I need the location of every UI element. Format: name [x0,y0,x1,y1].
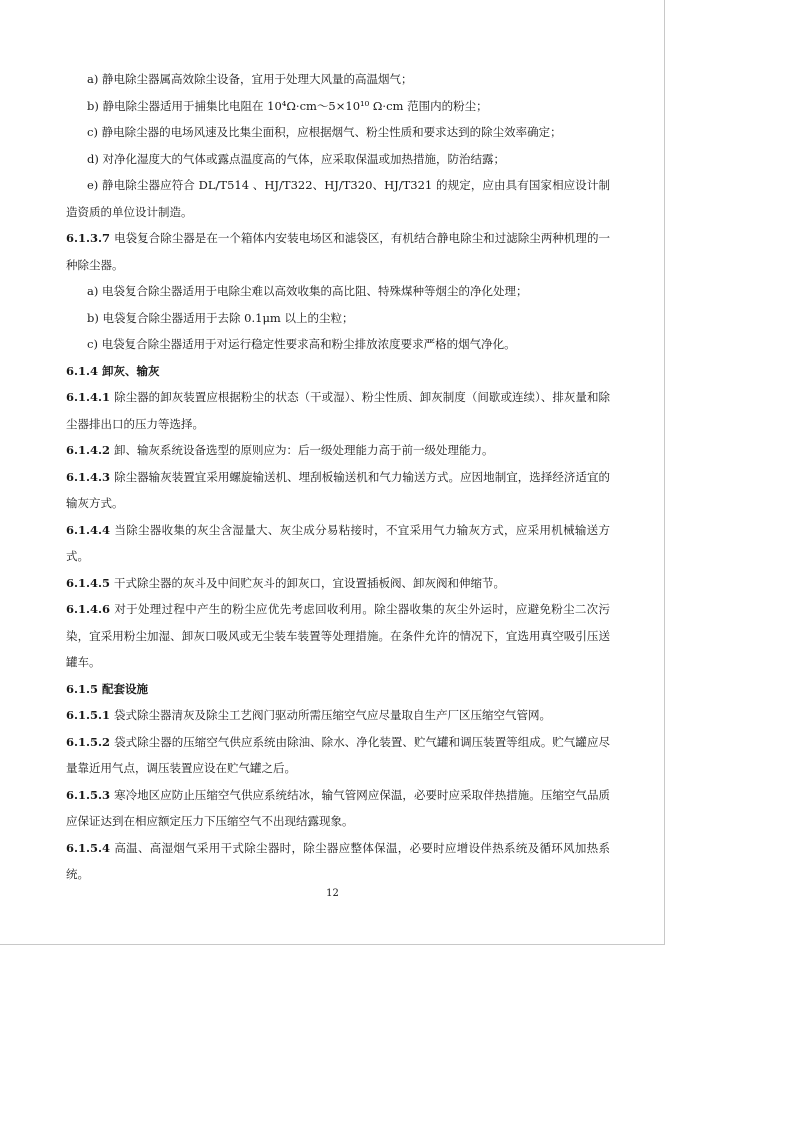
clause-6-1-3-7 [66,225,610,278]
clause-6-1-4-4 [66,517,610,570]
bag-item-a: a) 电袋复合除尘器适用于电除尘难以高效收集的高比阻、特殊煤种等烟尘的净化处理； [87,284,528,298]
clause-6-1-4-2 [66,437,610,464]
clause-6-1-5-1 [66,702,610,729]
clause-text: 袋式除尘器的压缩空气供应系统由除油、除水、净化装置、贮气罐和调压装置等组成。贮气罐应尽量靠近用气点，调压装置应设在贮气罐之后。 [66,734,610,775]
clause-text: 高温、高湿烟气采用干式除尘器时，除尘器应整体保温，必要时应增设伴热系统及循环风加热系统。 [66,840,610,881]
clause-text: 除尘器的卸灰装置应根据粉尘的状态（干或湿）、粉尘性质、卸灰制度（间歇或连续）、排灰量和除尘器排出口的压力等选择。 [66,390,610,431]
bag-item-c: c) 电袋复合除尘器适用于对运行稳定性要求高和粉尘排放浓度要求严格的烟气净化。 [87,337,516,351]
clause-6-1-5-4 [66,835,610,888]
clause-number: 6.1.5.1 [66,708,111,722]
esp-item-a: a) 静电除尘器属高效除尘设备，宜用于处理大风量的高温烟气； [87,72,413,86]
clause-number: 6.1.4.4 [66,522,111,537]
clause-6-1-5-2 [66,729,610,782]
clause-number: 6.1.5.2 [66,734,111,749]
clause-6-1-4-5 [66,570,610,597]
clause-text: 当除尘器收集的灰尘含湿量大、灰尘成分易粘接时，不宜采用气力输灰方式，应采用机械输送方式。 [66,522,610,563]
esp-item-e: e) 静电除尘器应符合 DL/T514 、HJ/T322、HJ/T320、HJ/T321 的规定，应由具有国家相应设计制造资质的单位设计制造。 [66,178,610,219]
esp-item-d: d) 对净化湿度大的气体或露点温度高的气体，应采取保温或加热措施，防治结露； [87,151,505,166]
esp-item-c: c) 静电除尘器的电场风速及比集尘面积，应根据烟气、粉尘性质和要求达到的除尘效率确定； [87,125,562,139]
clause-number: 6.1.4.2 [66,443,111,457]
clause-text: 袋式除尘器清灰及除尘工艺阀门驱动所需压缩空气应尽量取自生产厂区压缩空气管网。 [114,708,552,722]
clause-6-1-5-3 [66,782,610,835]
clause-number: 6.1.3.7 [66,231,111,245]
clause-number: 6.1.5.4 [66,840,111,855]
clause-6-1-4-1 [66,384,610,437]
clause-text: 干式除尘器的灰斗及中间贮灰斗的卸灰口，宜设置插板阀、卸灰阀和伸缩节。 [114,575,506,590]
clause-number: 6.1.4.3 [66,469,111,484]
clause-6-1-4-3 [66,464,610,517]
clause-number: 6.1.4.5 [66,575,111,590]
esp-item-b: b) 静电除尘器适用于捕集比电阻在 10⁴Ω·cm～5×10¹⁰ Ω·cm 范围内的粉尘； [87,98,488,113]
clause-text: 除尘器输灰装置宜采用螺旋输送机、埋刮板输送机和气力输送方式。应因地制宜，选择经济适宜的输灰方式。 [66,469,610,510]
clause-number: 6.1.4.1 [66,390,111,404]
page-content [66,66,610,888]
section-heading-6-1-4: 6.1.4 卸灰、输灰 [66,363,160,378]
clause-number: 6.1.5.3 [66,787,111,802]
bag-item-b: b) 电袋复合除尘器适用于去除 0.1μm 以上的尘粒； [87,310,354,325]
clause-text: 电袋复合除尘器是在一个箱体内安装电场区和滤袋区，有机结合静电除尘和过滤除尘两种机理的一种除尘器。 [66,231,610,272]
section-heading-6-1-5: 6.1.5 配套设施 [66,681,149,696]
clause-number: 6.1.4.6 [66,602,111,616]
clause-text: 对于处理过程中产生的粉尘应优先考虑回收利用。除尘器收集的灰尘外运时，应避免粉尘二次污染，宜采用粉尘加湿、卸灰口吸风或无尘装车装置等处理措施。在条件允许的情况下，宜选用真空吸引压送罐车。 [66,602,610,669]
clause-6-1-4-6 [66,596,610,676]
page-number: 12 [326,888,339,899]
clause-text: 卸、输灰系统设备选型的原则应为：后一级处理能力高于前一级处理能力。 [114,443,494,457]
clause-text: 寒冷地区应防止压缩空气供应系统结冰，输气管网应保温，必要时应采取伴热措施。压缩空气品质应保证达到在相应额定压力下压缩空气不出现结露现象。 [66,787,610,828]
